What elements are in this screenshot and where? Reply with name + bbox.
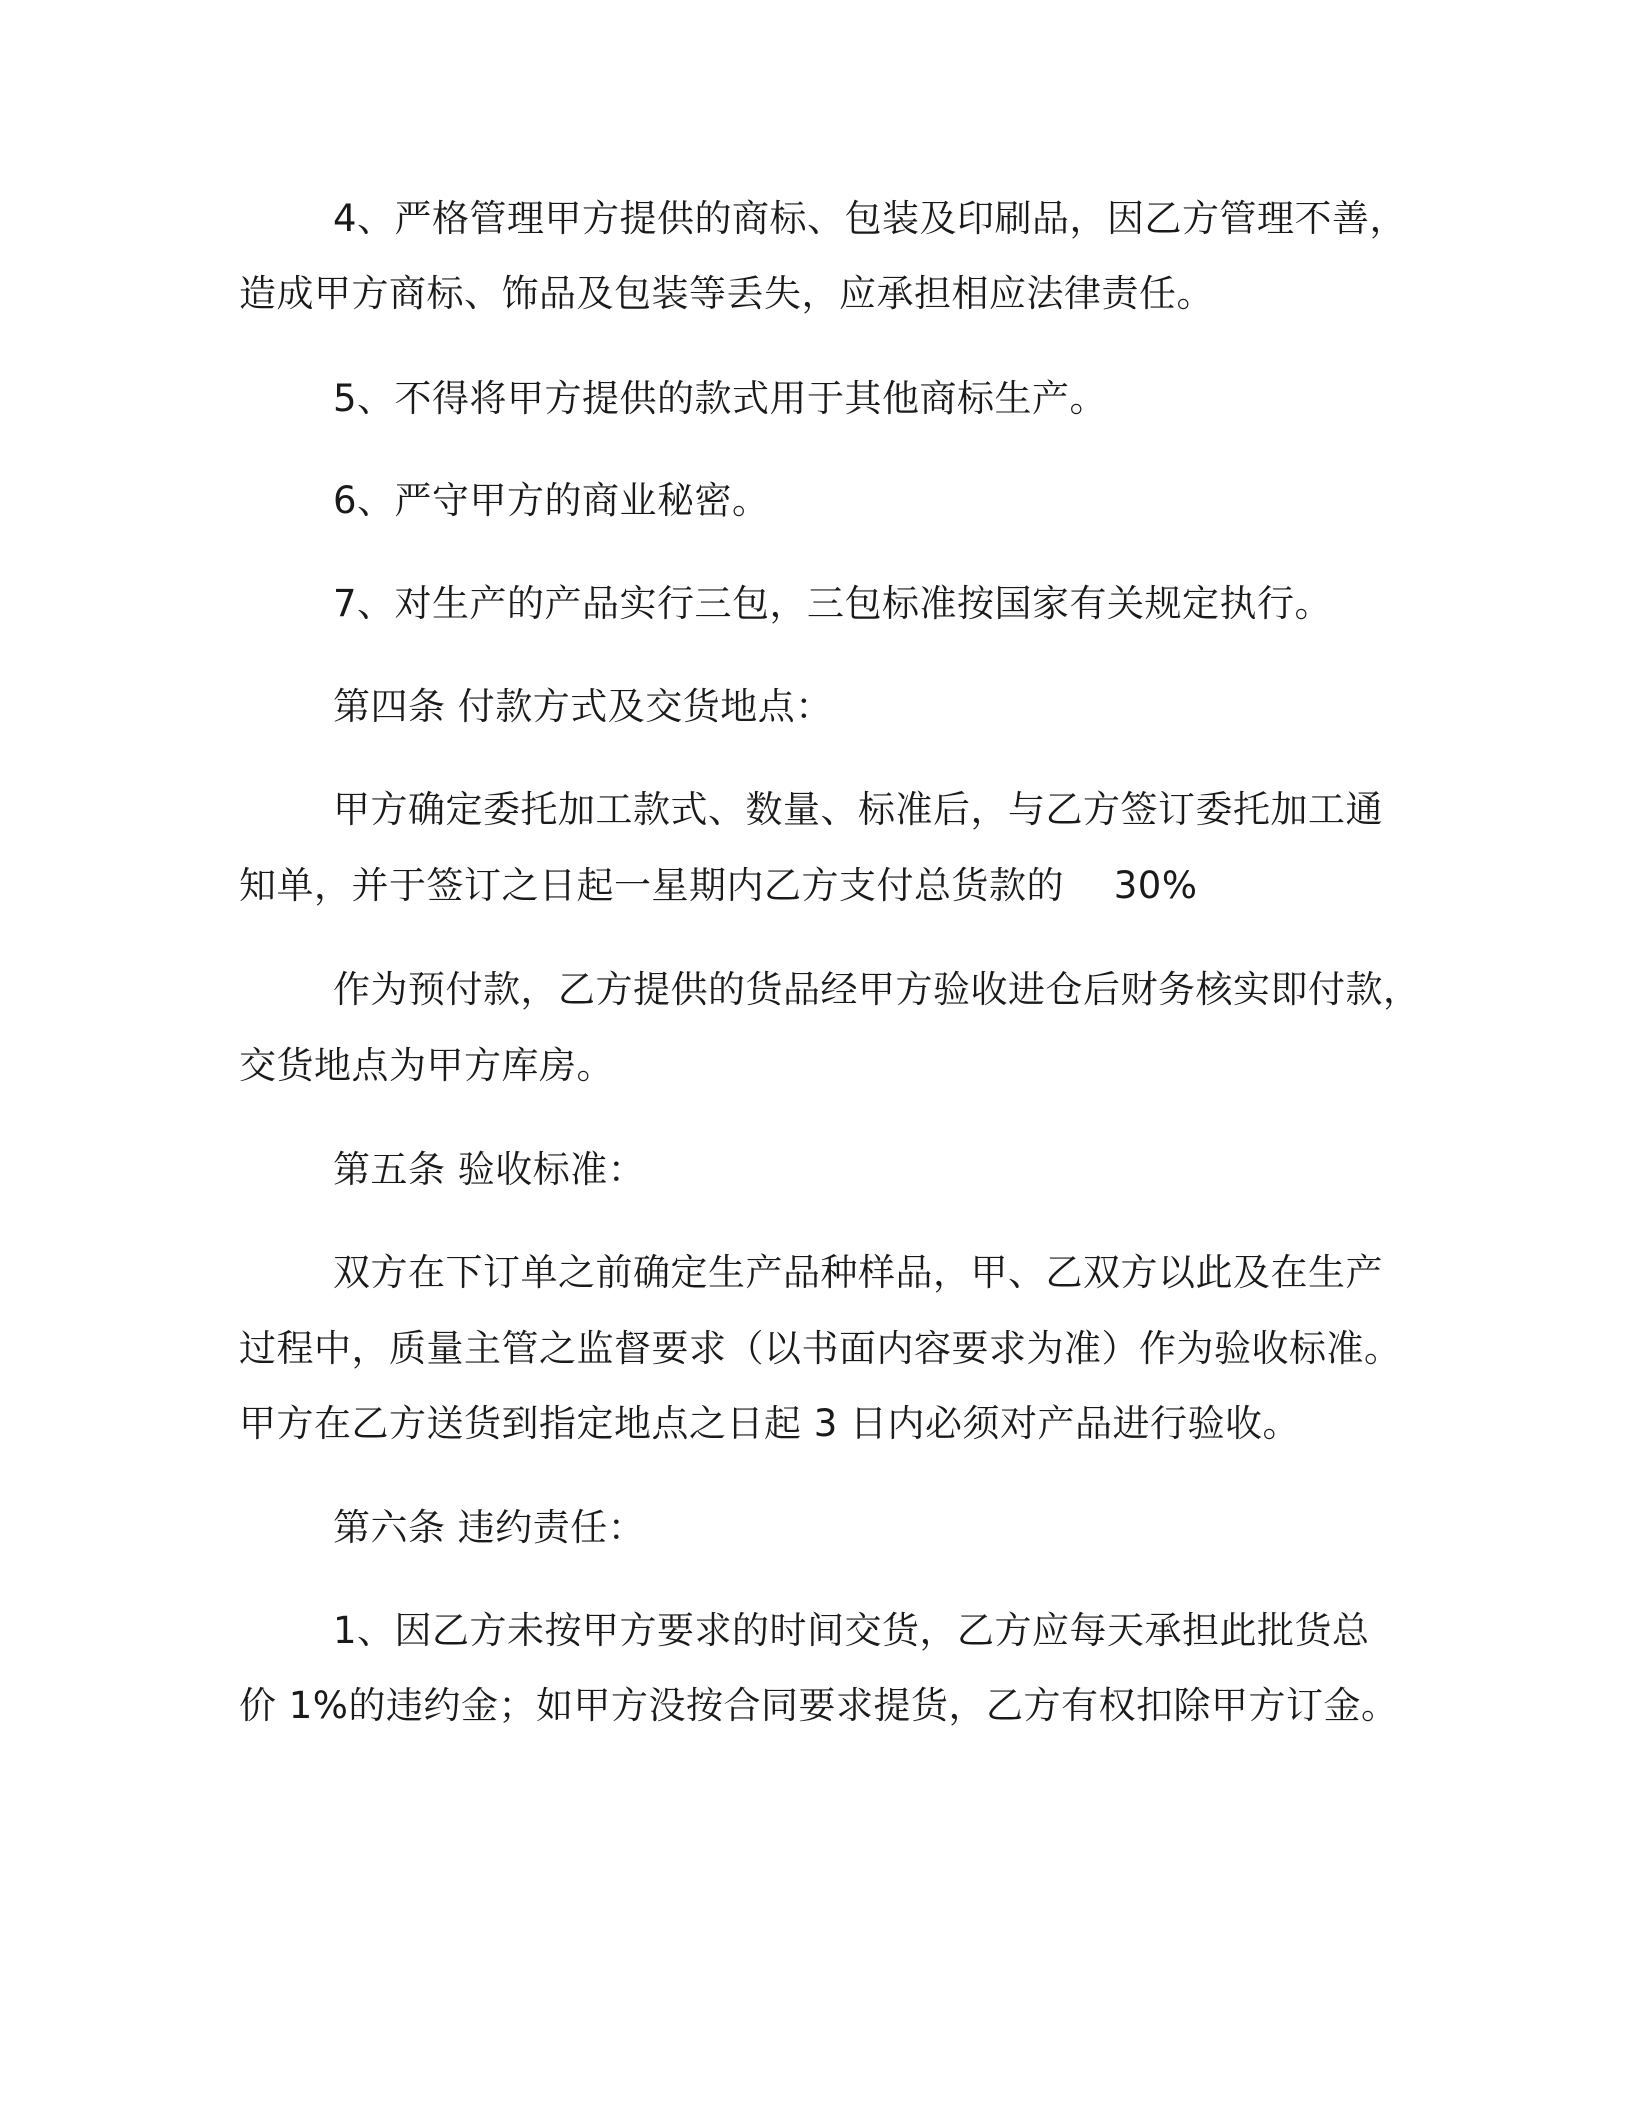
clause-3-item-5: 5、不得将甲方提供的款式用于其他商标生产。 bbox=[333, 377, 1108, 420]
clause-3-item-4-line-2: 造成甲方商标、饰品及包装等丢失，应承担相应法律责任。 bbox=[239, 272, 1214, 315]
article-5-para-line-1: 双方在下订单之前确定生产品种样品，甲、乙双方以此及在生产 bbox=[333, 1251, 1383, 1294]
clause-3-item-6: 6、严守甲方的商业秘密。 bbox=[333, 479, 770, 522]
article-5-para-line-2: 过程中，质量主管之监督要求（以书面内容要求为准）作为验收标准。 bbox=[239, 1327, 1402, 1370]
article-4-para-line-1: 甲方确定委托加工款式、数量、标准后，与乙方签订委托加工通 bbox=[333, 788, 1383, 831]
article-5-para-line-3: 甲方在乙方送货到指定地点之日起 3 日内必须对产品进行验收。 bbox=[239, 1402, 1301, 1445]
clause-3-item-4-line-1: 4、严格管理甲方提供的商标、包装及印刷品，因乙方管理不善， bbox=[333, 197, 1408, 240]
article-4-heading: 第四条 付款方式及交货地点： bbox=[333, 685, 833, 728]
clause-3-item-7: 7、对生产的产品实行三包，三包标准按国家有关规定执行。 bbox=[333, 582, 1333, 625]
article-6-item-1-line-2: 价 1%的违约金；如甲方没按合同要求提货，乙方有权扣除甲方订金。 bbox=[239, 1684, 1399, 1727]
article-6-heading: 第六条 违约责任： bbox=[333, 1506, 646, 1549]
article-4-para2-line-2: 交货地点为甲方库房。 bbox=[239, 1044, 614, 1087]
article-6-item-1-line-1: 1、因乙方未按甲方要求的时间交货，乙方应每天承担此批货总 bbox=[333, 1609, 1370, 1652]
article-4-para-line-2: 知单，并于签订之日起一星期内乙方支付总货款的 30% bbox=[239, 864, 1198, 907]
article-5-heading: 第五条 验收标准： bbox=[333, 1148, 646, 1191]
article-4-para2-line-1: 作为预付款，乙方提供的货品经甲方验收进仓后财务核实即付款， bbox=[333, 968, 1421, 1011]
